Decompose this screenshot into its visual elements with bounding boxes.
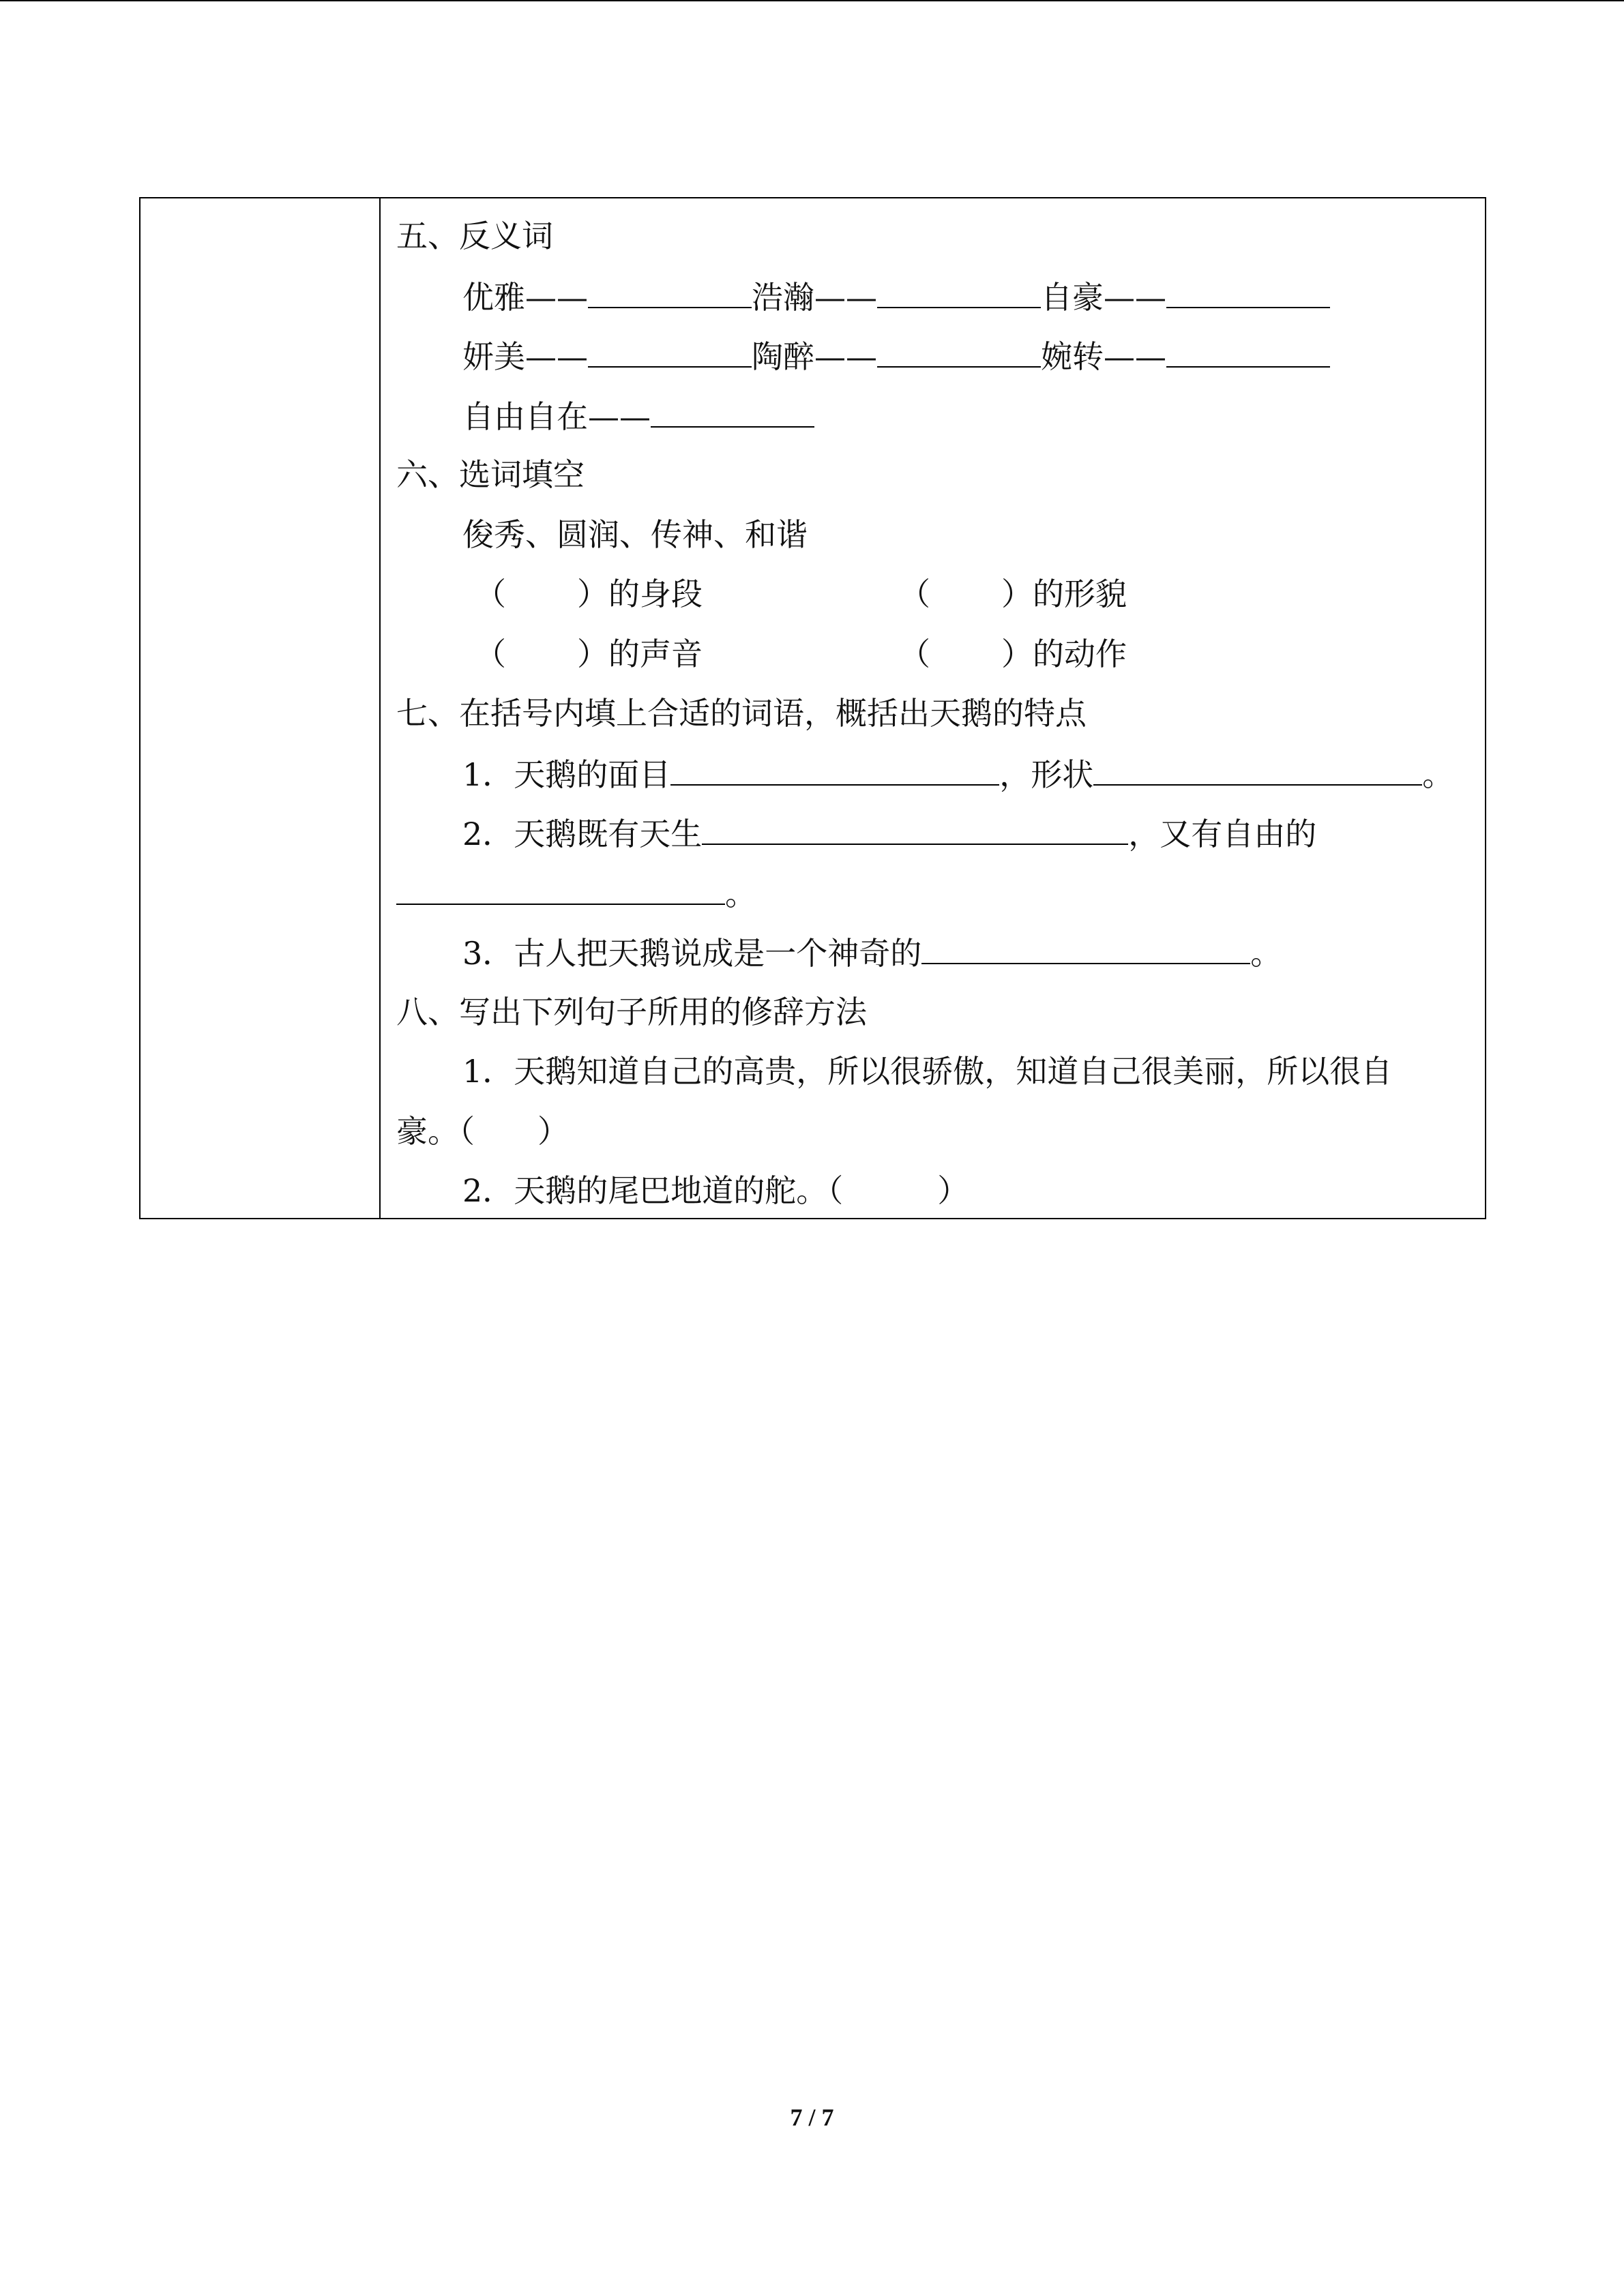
antonym-row-2 xyxy=(462,335,1330,377)
s7-question-2-cont xyxy=(396,872,756,914)
question-text: 1．天鹅的面目 xyxy=(462,756,671,793)
antonym-blank[interactable] xyxy=(651,395,814,428)
antonym-blank[interactable] xyxy=(877,335,1041,368)
section7-heading: 七、在括号内填上合适的词语，概括出天鹅的特点 xyxy=(396,695,1087,732)
s7-question-2 xyxy=(462,812,1316,854)
fill-item xyxy=(475,633,703,674)
fill-item-text: ）的声音 xyxy=(577,636,703,672)
antonym-blank[interactable] xyxy=(588,335,752,368)
worksheet-table xyxy=(139,197,1486,1219)
open-paren: （ xyxy=(899,576,930,612)
page-number: 7 / 7 xyxy=(790,2104,834,2131)
s8-question-2: 2．天鹅的尾巴地道的舵。（ ） xyxy=(462,1172,969,1209)
open-paren: （ xyxy=(475,576,506,612)
fill-item xyxy=(899,633,1127,674)
answer-blank[interactable] xyxy=(396,872,725,905)
section6-heading: 六、选词填空 xyxy=(396,456,585,493)
word-choices: 俊秀、圆润、传神、和谐 xyxy=(462,516,808,553)
s7-question-1 xyxy=(462,753,1453,795)
answer-blank[interactable] xyxy=(1093,753,1422,786)
open-paren: （ xyxy=(899,636,930,672)
fill-item xyxy=(899,573,1127,614)
antonym-blank[interactable] xyxy=(1166,335,1330,368)
question-text: 。 xyxy=(1422,756,1454,793)
s8-question-1-cont: 豪。（ ） xyxy=(396,1113,569,1150)
antonym-prompt: 浩瀚—— xyxy=(752,279,877,316)
question-text: 3．古人把天鹅说成是一个神奇的 xyxy=(462,935,922,972)
antonym-blank[interactable] xyxy=(1166,275,1330,308)
section8-heading: 八、写出下列句子所用的修辞方法 xyxy=(396,994,867,1030)
left-cell xyxy=(141,198,381,1218)
antonym-prompt: 陶醉—— xyxy=(752,338,877,375)
question-text: ，形状 xyxy=(999,756,1094,793)
antonym-row-3 xyxy=(462,395,814,437)
antonym-blank[interactable] xyxy=(877,275,1041,308)
question-text: 。 xyxy=(725,876,756,912)
antonym-prompt: 妍美—— xyxy=(462,338,588,375)
fill-item-text: ）的形貌 xyxy=(1001,576,1127,612)
answer-blank[interactable] xyxy=(921,931,1250,964)
fill-item-text: ）的身段 xyxy=(577,576,703,612)
s8-question-1: 1．天鹅知道自己的高贵，所以很骄傲，知道自己很美丽，所以很自 xyxy=(462,1053,1393,1090)
open-paren: （ xyxy=(475,636,506,672)
answer-blank[interactable] xyxy=(670,753,999,786)
antonym-prompt: 优雅—— xyxy=(462,279,588,316)
answer-blank[interactable] xyxy=(702,812,1128,845)
antonym-prompt: 婉转—— xyxy=(1041,338,1166,375)
antonym-blank[interactable] xyxy=(588,275,752,308)
antonym-prompt: 自由自在—— xyxy=(462,398,651,435)
question-text: ，又有自由的 xyxy=(1128,816,1317,852)
section5-heading: 五、反义词 xyxy=(396,218,553,254)
s7-question-3 xyxy=(462,931,1282,974)
question-text: 2．天鹅既有天生 xyxy=(462,816,703,852)
antonym-row-1 xyxy=(462,275,1330,318)
antonym-prompt: 自豪—— xyxy=(1041,279,1166,316)
fill-item-text: ）的动作 xyxy=(1001,636,1127,672)
question-text: 。 xyxy=(1250,935,1282,972)
fill-item xyxy=(475,573,703,614)
